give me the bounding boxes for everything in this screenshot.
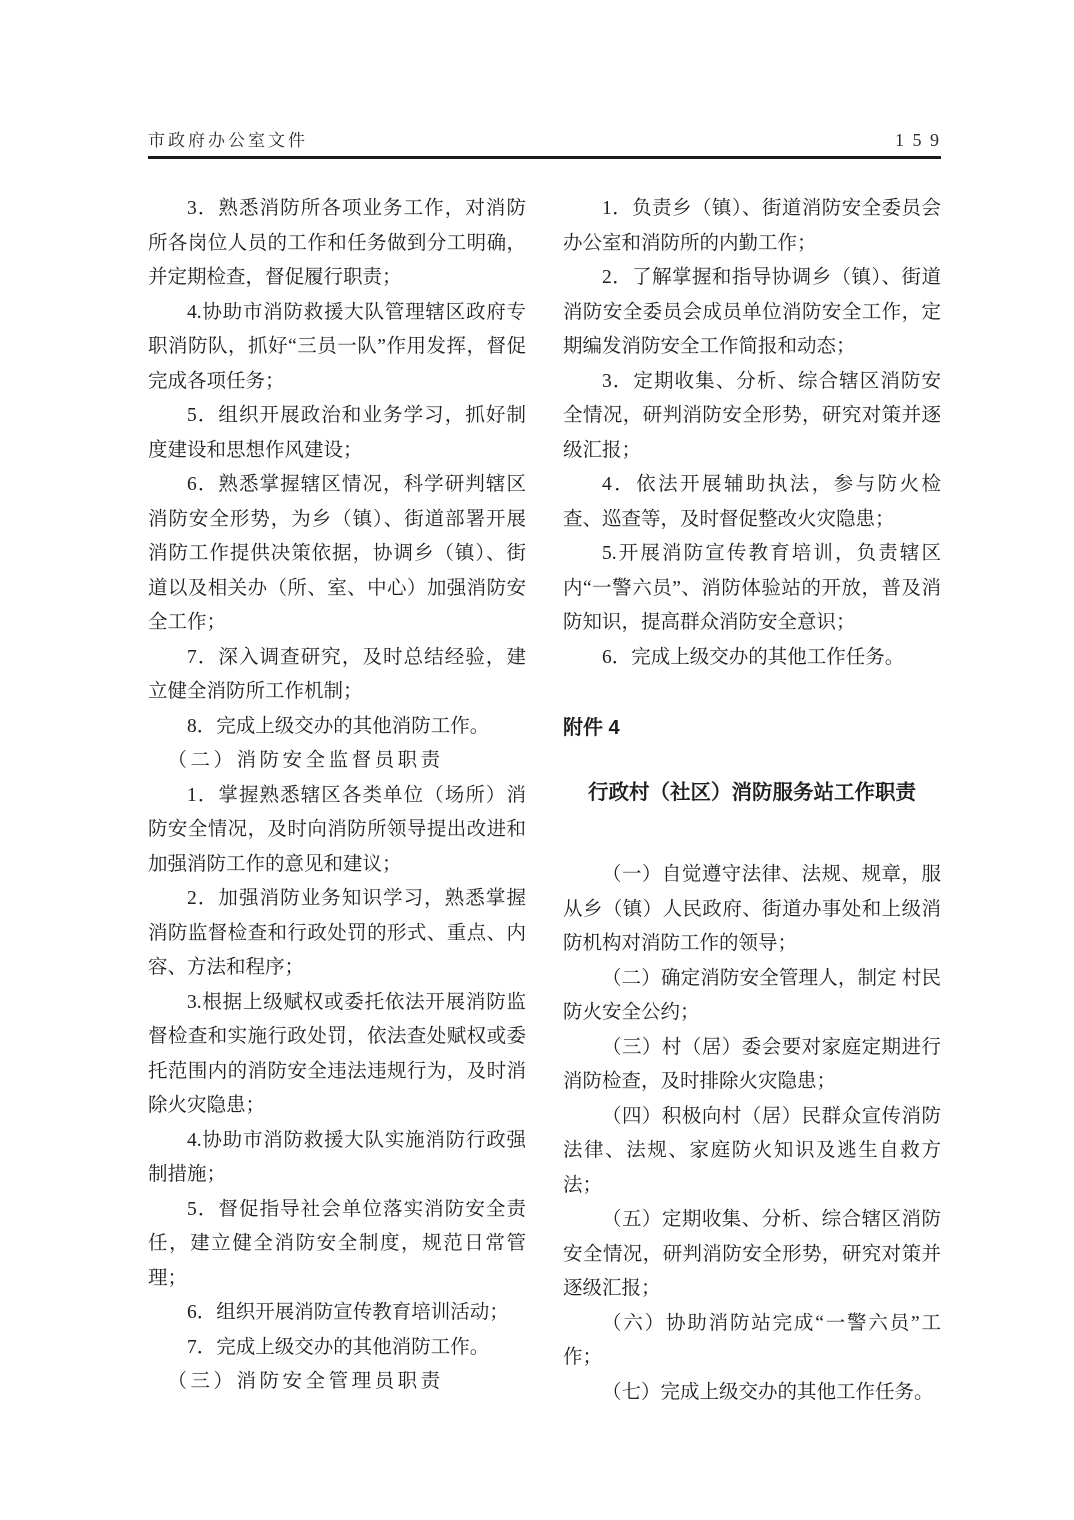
section-subheading: （二）消防安全监督员职责: [167, 750, 444, 771]
body-paragraph: （三）村（居）委会要对家庭定期进行消防检查，及时排除火灾隐患；: [563, 1036, 941, 1092]
body-paragraph: 5.开展消防宣传教育培训，负责辖区内“一警六员”、消防体验站的开放，普及消防知识，提高群众消防安全意识；: [563, 543, 941, 633]
body-paragraph: （六）协助消防站完成“一警六员”工作；: [563, 1312, 941, 1368]
body-paragraph: （一）自觉遵守法律、法规、规章，服从乡（镇）人民政府、街道办事处和上级消防机构对消防工作的领导；: [563, 864, 941, 954]
body-paragraph: 6．完成上级交办的其他工作任务。: [602, 646, 905, 668]
body-paragraph: （七）完成上级交办的其他工作任务。: [602, 1381, 934, 1403]
body-paragraph: 3．熟悉消防所各项业务工作，对消防所各岗位人员的工作和任务做到分工明确，并定期检查，督促履行职责；: [148, 198, 526, 288]
body-paragraph: 6．组织开展消防宣传教育培训活动；: [187, 1302, 509, 1323]
left-column: [148, 192, 526, 1410]
body-paragraph: 6．熟悉掌握辖区情况，科学研判辖区消防安全形势，为乡（镇）、街道部署开展消防工作提供决策依据，协调乡（镇）、街道以及相关办（所、室、中心）加强消防安全工作；: [148, 474, 526, 633]
body-paragraph: （五）定期收集、分析、综合辖区消防安全情况，研判消防安全形势，研究对策并逐级汇报；: [563, 1209, 941, 1299]
body-paragraph: 7．深入调查研究，及时总结经验，建立健全消防所工作机制；: [148, 646, 526, 702]
page-number: 1 5 9: [895, 130, 941, 150]
body-paragraph: 2．了解掌握和指导协调乡（镇）、街道消防安全委员会成员单位消防安全工作，定期编发消防安全工作简报和动态；: [563, 267, 941, 357]
body-paragraph: 7．完成上级交办的其他消防工作。: [187, 1336, 490, 1358]
body-paragraph: 1．掌握熟悉辖区各类单位（场所）消防安全情况，及时向消防所领导提出改进和加强消防工作的意见和建议；: [148, 784, 526, 875]
attachment-title: 行政村（社区）消防服务站工作职责: [588, 780, 916, 804]
body-paragraph: 5．组织开展政治和业务学习，抓好制度建设和思想作风建设；: [148, 405, 526, 461]
body-paragraph: （二）确定消防安全管理人，制定 村民防火安全公约；: [563, 967, 941, 1023]
body-paragraph: 8．完成上级交办的其他消防工作。: [187, 715, 490, 737]
page-header: [148, 126, 941, 159]
header-title: 市政府办公室文件: [148, 131, 308, 150]
body-paragraph: （四）积极向村（居）民群众宣传消防法律、法规、家庭防火知识及逃生自救方法；: [563, 1105, 941, 1196]
document-body: [148, 192, 941, 1410]
body-paragraph: 2．加强消防业务知识学习，熟悉掌握消防监督检查和行政处罚的形式、重点、内容、方法和程序；: [148, 888, 526, 978]
body-paragraph: 4．依法开展辅助执法，参与防火检查、巡查等，及时督促整改火灾隐患；: [563, 474, 941, 530]
body-paragraph: 1．负责乡（镇）、街道消防安全委员会办公室和消防所的内勤工作；: [563, 198, 941, 254]
body-paragraph: 4.协助市消防救援大队管理辖区政府专职消防队，抓好“三员一队”作用发挥，督促完成各项任务；: [148, 301, 526, 392]
section-subheading: （三）消防安全管理员职责: [167, 1371, 444, 1392]
body-paragraph: 5．督促指导社会单位落实消防安全责任，建立健全消防安全制度，规范日常管理；: [148, 1198, 526, 1289]
body-paragraph: 3.根据上级赋权或委托依法开展消防监督检查和实施行政处罚，依法查处赋权或委托范围内的消防安全违法违规行为，及时消除火灾隐患；: [148, 991, 526, 1116]
body-paragraph: 3．定期收集、分析、综合辖区消防安全情况，研判消防安全形势，研究对策并逐级汇报；: [563, 370, 941, 461]
attachment-label: 附件 4: [563, 717, 620, 739]
right-column: [563, 192, 941, 1410]
body-paragraph: 4.协助市消防救援大队实施消防行政强制措施；: [148, 1129, 526, 1185]
